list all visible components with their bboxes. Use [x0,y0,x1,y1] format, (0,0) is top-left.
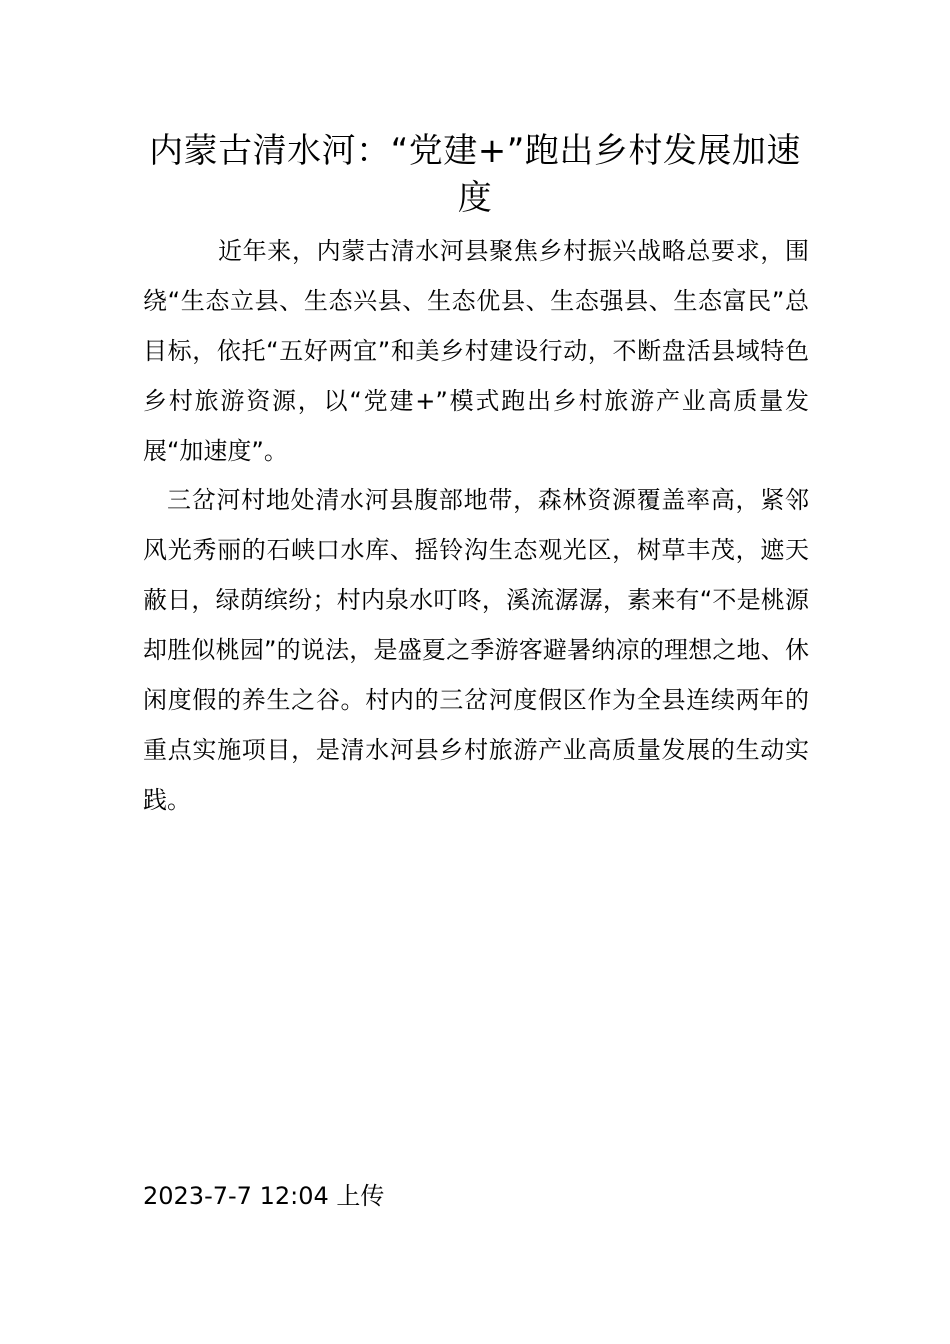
upload-timestamp: 2023-7-7 12:04 上传 [143,1182,385,1210]
paragraph-sanchahe-village: 三岔河村地处清水河县腹部地带，森林资源覆盖率高，紧邻风光秀丽的石峡口水库、摇铃沟生态观光区，树草丰茂，遮天蔽日，绿荫缤纷；村内泉水叮咚，溪流潺潺，素来有“不是桃源却胜似桃园”的说法，是盛夏之季游客避暑纳凉的理想之地、休闲度假的养生之谷。村内的三岔河度假区作为全县连续两年的重点实施项目，是清水河县乡村旅游产业高质量发展的生动实践。 [143,486,809,814]
document-title: 内蒙古清水河：“党建+”跑出乡村发展加速度 [149,131,801,218]
paragraph-intro: 近年来，内蒙古清水河县聚焦乡村振兴战略总要求，围绕“生态立县、生态兴县、生态优县、生态强县、生态富民”总目标，依托“五好两宜”和美乡村建设行动，不断盘活县域特色乡村旅游资源，以“党建+”模式跑出乡村旅游产业高质量发展“加速度”。 [143,237,809,465]
